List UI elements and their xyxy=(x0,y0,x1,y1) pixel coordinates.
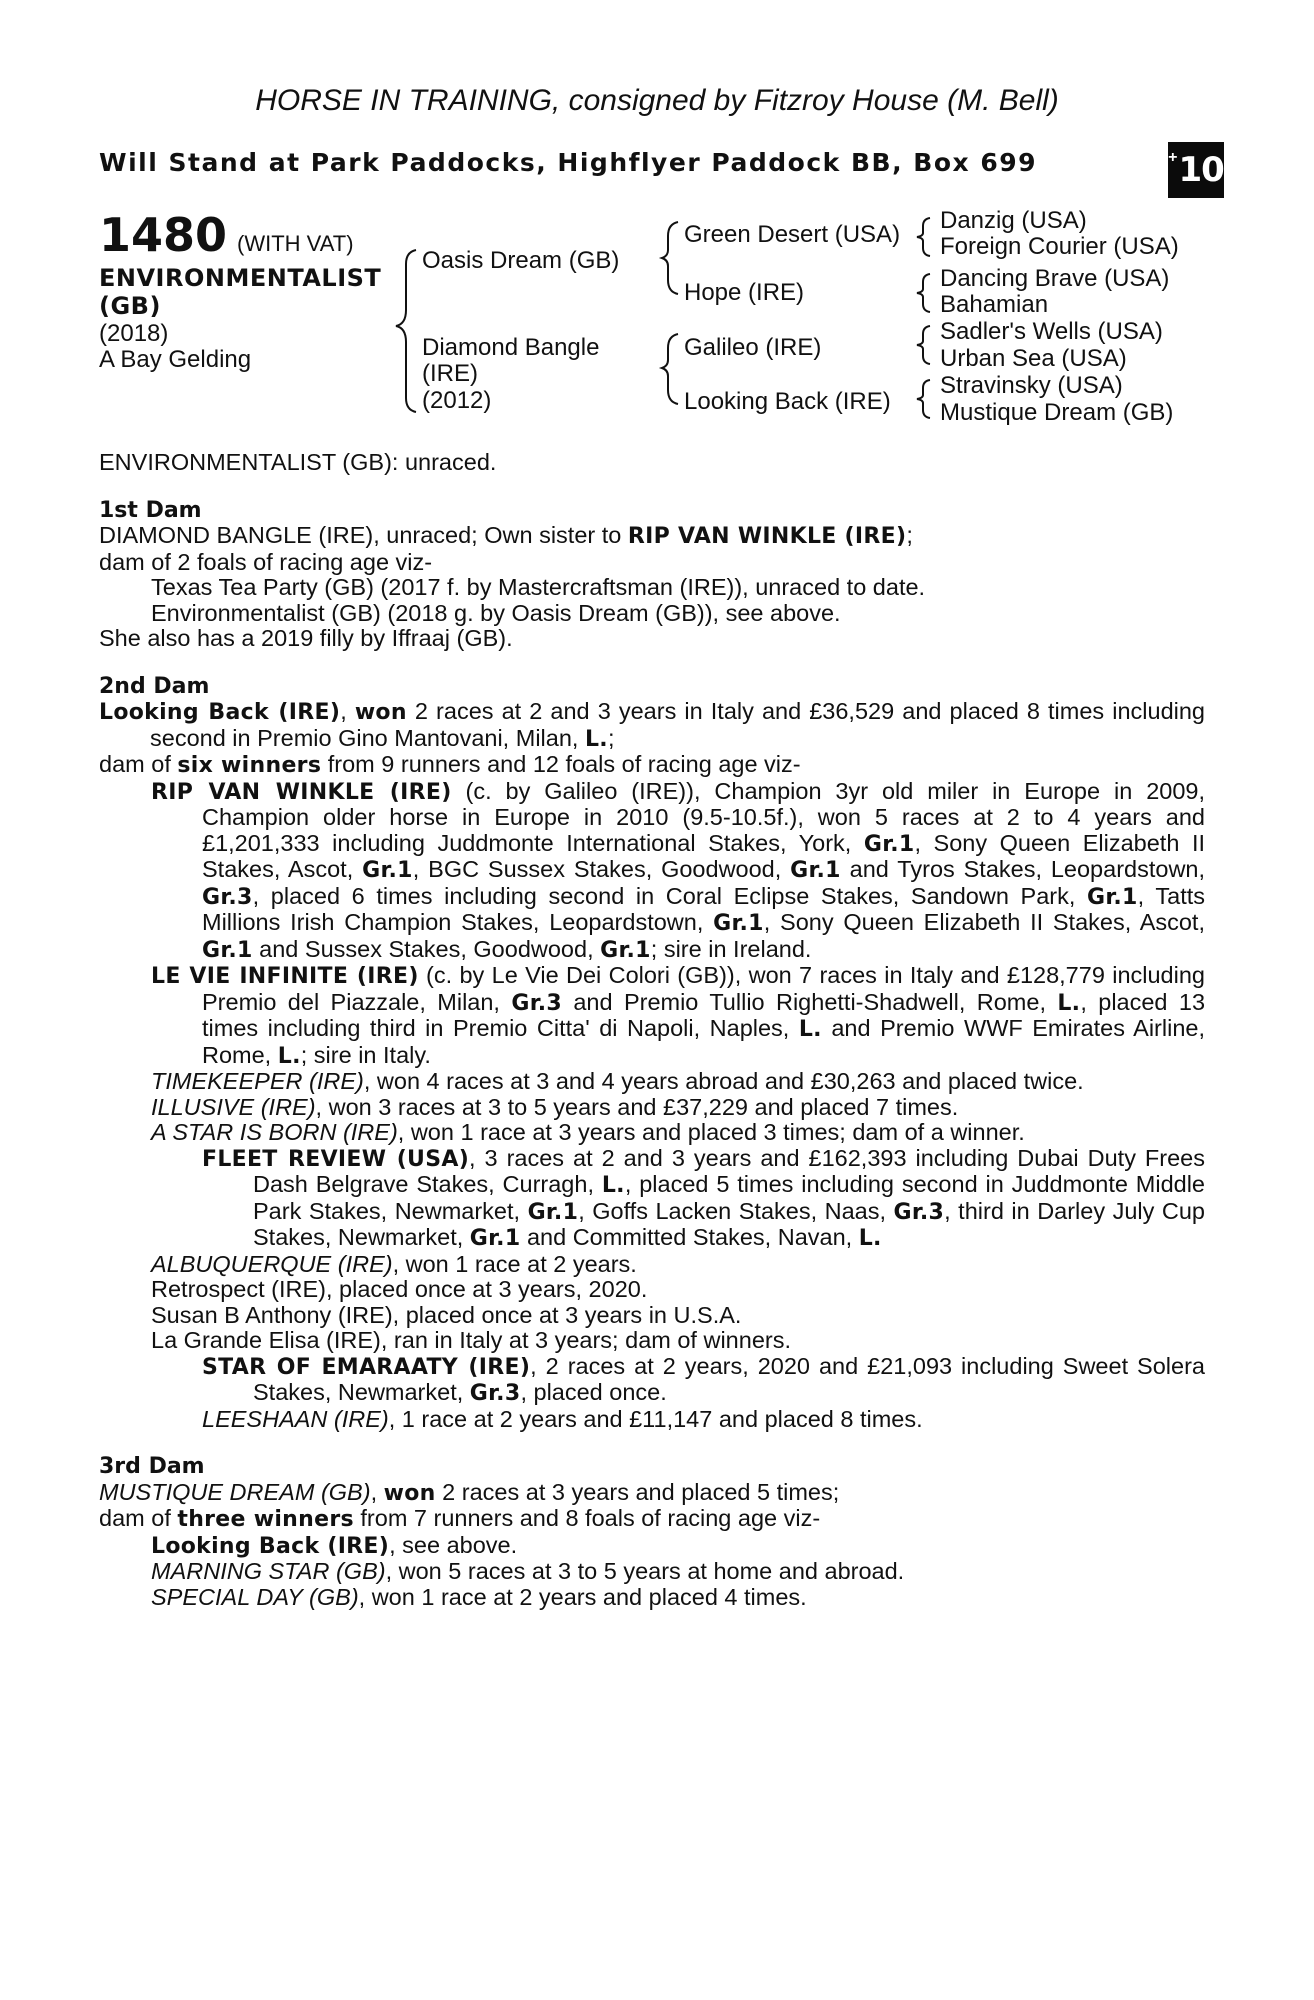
gg-7: Stravinsky (USA) xyxy=(940,372,1123,399)
special-day-entry: SPECIAL DAY (GB), won 1 race at 2 years and placed 4 times. xyxy=(151,1583,807,1610)
second-dam-record: Looking Back (IRE), won 2 races at 2 and 3 years in Italy and £36,529 and placed 8 times including second in Premio Gino Mantovani, Milan, L.; xyxy=(99,698,1205,752)
lot-number: 1480 xyxy=(99,208,228,262)
gg-6: Urban Sea (USA) xyxy=(940,345,1127,372)
le-vie-infinite-entry: LE VIE INFINITE (IRE) (c. by Le Vie Dei Colori (GB)), won 7 races in Italy and £128,779 including Premio del Piazzale, Milan, Gr.3 and Premio Tullio Righetti-Shadwell, Rome, L., placed 13 times including third in Premio Citta' di Napoli, Naples, L. and Premio WWF Emirates Airline, Rome, L.; sire in Italy. xyxy=(151,962,1206,1069)
catalogue-body xyxy=(99,450,1205,1610)
stand-location: Will Stand at Park Paddocks, Highflyer Paddock BB, Box 699 xyxy=(99,148,1038,177)
horse-description: A Bay Gelding xyxy=(99,346,252,373)
consignment-header: HORSE IN TRAINING, consigned by Fitzroy House (M. Bell) xyxy=(255,84,1059,117)
brace-dam xyxy=(662,334,678,404)
sire-sire: Green Desert (USA) xyxy=(684,221,901,248)
rip-van-winkle-entry: RIP VAN WINKLE (IRE) (c. by Galileo (IRE)), Champion 3yr old miler in Europe in 2009, Champion older horse in Europe in 2010 (9.5-10.5f.), won 5 races at 2 to 4 years and £1,201,333 including Juddmonte International Stakes, York, Gr.1, Sony Queen Elizabeth II Stakes, Ascot, Gr.1, BGC Sussex Stakes, Goodwood, Gr.1 and Tyros Stakes, Leopardstown, Gr.3, placed 6 times including second in Coral Eclipse Stakes, Sandown Park, Gr.1, Tatts Millions Irish Champion Stakes, Leopardstown, Gr.1, Sony Queen Elizabeth II Stakes, Ascot, Gr.1 and Sussex Stakes, Goodwood, Gr.1; sire in Ireland. xyxy=(151,777,1206,963)
foaling-year: (2018) xyxy=(99,320,169,347)
gg-5: Sadler's Wells (USA) xyxy=(940,318,1163,345)
brace-main xyxy=(396,250,416,412)
la-grande-elisa-entry: La Grande Elisa (IRE), ran in Italy at 3 years; dam of winners. xyxy=(151,1327,791,1353)
looking-back-entry: Looking Back (IRE), see above. xyxy=(151,1531,518,1559)
race-record: ENVIRONMENTALIST (GB): unraced. xyxy=(99,449,497,475)
retrospect-entry: Retrospect (IRE), placed once at 3 years, 2020. xyxy=(151,1276,648,1302)
first-dam-note: She also has a 2019 filly by Iffraaj (GB). xyxy=(99,625,513,651)
gg-8: Mustique Dream (GB) xyxy=(940,399,1174,426)
gg-3: Dancing Brave (USA) xyxy=(940,265,1170,292)
sire-dam: Hope (IRE) xyxy=(684,279,805,306)
first-dam-foals: dam of 2 foals of racing age viz- xyxy=(99,548,433,575)
star-of-emaraaty-entry: STAR OF EMARAATY (IRE), 2 races at 2 years, 2020 and £21,093 including Sweet Solera Stakes, Newmarket, Gr.3, placed once. xyxy=(202,1352,1205,1406)
marning-star-entry: MARNING STAR (GB), won 5 races at 3 to 5 years at home and abroad. xyxy=(151,1558,905,1584)
sire: Oasis Dream (GB) xyxy=(422,247,620,274)
dam-line-3: (2012) xyxy=(422,387,492,414)
brace-sire xyxy=(662,222,678,294)
badge-number: 10 xyxy=(1178,150,1224,190)
second-dam-produce: dam of six winners from 9 runners and 12 foals of racing age viz- xyxy=(99,751,801,778)
third-dam-heading: 3rd Dam xyxy=(99,1454,205,1479)
albuquerque-entry: ALBUQUERQUE (IRE), won 1 race at 2 years. xyxy=(151,1250,637,1277)
horse-name: ENVIRONMENTALIST xyxy=(99,264,382,292)
brace-g-b xyxy=(917,274,930,312)
foal-environmentalist: Environmentalist (GB) (2018 g. by Oasis Dream (GB)), see above. xyxy=(151,599,841,626)
third-dam-record: MUSTIQUE DREAM (GB), won 2 races at 3 years and placed 5 times; xyxy=(99,1478,840,1506)
dam-line-1: Diamond Bangle xyxy=(422,334,600,361)
dam-line-2: (IRE) xyxy=(422,360,478,387)
first-dam-heading: 1st Dam xyxy=(99,497,202,523)
second-dam-heading: 2nd Dam xyxy=(99,673,210,699)
susan-b-anthony-entry: Susan B Anthony (IRE), placed once at 3 years in U.S.A. xyxy=(151,1301,742,1328)
third-dam-produce: dam of three winners from 7 runners and 8 foals of racing age viz- xyxy=(99,1505,821,1532)
gg-2: Foreign Courier (USA) xyxy=(940,233,1179,260)
horse-origin: (GB) xyxy=(99,292,161,320)
dam-dam: Looking Back (IRE) xyxy=(684,388,891,415)
gg-4: Bahamian xyxy=(940,291,1049,318)
vat-note: (WITH VAT) xyxy=(237,231,354,256)
foal-texas-tea-party: Texas Tea Party (GB) (2017 f. by Mastercraftsman (IRE)), unraced to date. xyxy=(151,574,926,600)
timekeeper-entry: TIMEKEEPER (IRE), won 4 races at 3 and 4 years abroad and £30,263 and placed twice. xyxy=(151,1068,1084,1094)
gg-1: Danzig (USA) xyxy=(940,207,1087,234)
leeshaan-entry: LEESHAAN (IRE), 1 race at 2 years and £11,147 and placed 8 times. xyxy=(202,1405,923,1432)
brace-g-a xyxy=(917,218,930,256)
illusive-entry: ILLUSIVE (IRE), won 3 races at 3 to 5 years and £37,229 and placed 7 times. xyxy=(151,1093,959,1120)
brace-g-c xyxy=(917,326,930,364)
fleet-review-entry: FLEET REVIEW (USA), 3 races at 2 and 3 years and £162,393 including Dubai Duty Frees Dash Belgrave Stakes, Curragh, L., placed 5 times including second in Juddmonte Middle Park Stakes, Newmarket, Gr.1, Goffs Lacken Stakes, Naas, Gr.3, third in Darley July Cup Stakes, Newmarket, Gr.1 and Committed Stakes, Navan, L. xyxy=(202,1144,1205,1251)
dam-sire: Galileo (IRE) xyxy=(684,334,822,361)
badge-plus: + xyxy=(1168,149,1178,166)
first-dam-line: DIAMOND BANGLE (IRE), unraced; Own sister to RIP VAN WINKLE (IRE); xyxy=(99,522,913,549)
a-star-is-born-entry: A STAR IS BORN (IRE), won 1 race at 3 years and placed 3 times; dam of a winner. xyxy=(151,1119,1025,1145)
brace-g-d xyxy=(917,380,930,418)
